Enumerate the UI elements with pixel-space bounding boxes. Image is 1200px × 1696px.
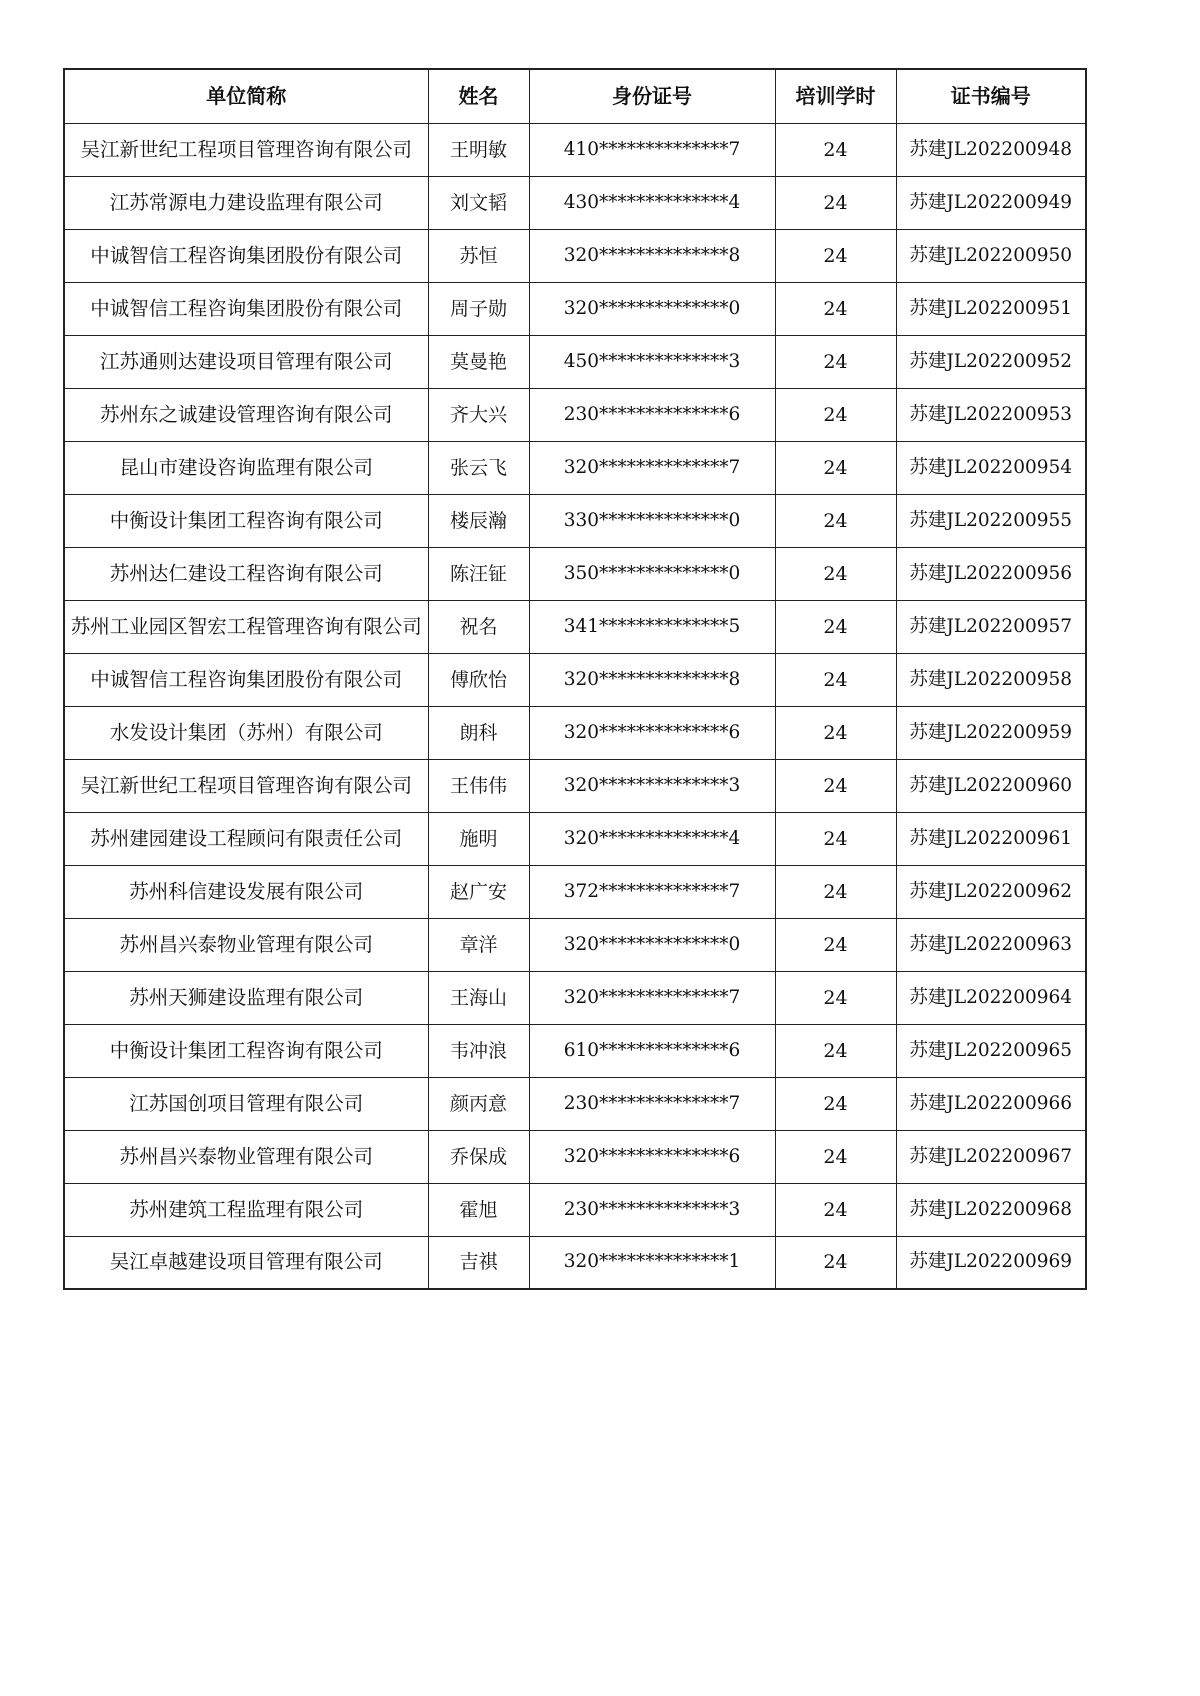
cell-training-hours: 24 bbox=[775, 971, 896, 1024]
table-row bbox=[64, 547, 1086, 600]
cell-certificate-no: 苏建JL202200954 bbox=[896, 441, 1086, 494]
cell-name: 霍旭 bbox=[428, 1183, 529, 1236]
table-row bbox=[64, 1183, 1086, 1236]
cell-training-hours: 24 bbox=[775, 653, 896, 706]
cell-training-hours: 24 bbox=[775, 812, 896, 865]
table-row bbox=[64, 918, 1086, 971]
cell-certificate-no: 苏建JL202200950 bbox=[896, 229, 1086, 282]
cell-unit: 昆山市建设咨询监理有限公司 bbox=[64, 441, 428, 494]
table-row bbox=[64, 706, 1086, 759]
table-row bbox=[64, 229, 1086, 282]
cell-unit: 苏州昌兴泰物业管理有限公司 bbox=[64, 918, 428, 971]
cell-certificate-no: 苏建JL202200966 bbox=[896, 1077, 1086, 1130]
cell-id-number: 230**************7 bbox=[529, 1077, 775, 1130]
cell-unit: 苏州昌兴泰物业管理有限公司 bbox=[64, 1130, 428, 1183]
cell-training-hours: 24 bbox=[775, 1130, 896, 1183]
table-row bbox=[64, 123, 1086, 176]
cell-unit: 苏州天狮建设监理有限公司 bbox=[64, 971, 428, 1024]
cell-training-hours: 24 bbox=[775, 123, 896, 176]
table-row bbox=[64, 759, 1086, 812]
cell-training-hours: 24 bbox=[775, 282, 896, 335]
cell-id-number: 320**************6 bbox=[529, 706, 775, 759]
table-body bbox=[64, 123, 1086, 1289]
cell-training-hours: 24 bbox=[775, 918, 896, 971]
cell-certificate-no: 苏建JL202200965 bbox=[896, 1024, 1086, 1077]
cell-id-number: 230**************3 bbox=[529, 1183, 775, 1236]
cell-id-number: 610**************6 bbox=[529, 1024, 775, 1077]
header-id-number: 身份证号 bbox=[529, 69, 775, 123]
table-row bbox=[64, 1024, 1086, 1077]
header-certificate-no: 证书编号 bbox=[896, 69, 1086, 123]
cell-training-hours: 24 bbox=[775, 388, 896, 441]
cell-id-number: 320**************8 bbox=[529, 653, 775, 706]
table-row bbox=[64, 812, 1086, 865]
cell-training-hours: 24 bbox=[775, 547, 896, 600]
table-row bbox=[64, 494, 1086, 547]
table-row bbox=[64, 176, 1086, 229]
cell-name: 苏恒 bbox=[428, 229, 529, 282]
cell-unit: 水发设计集团（苏州）有限公司 bbox=[64, 706, 428, 759]
cell-unit: 吴江新世纪工程项目管理咨询有限公司 bbox=[64, 759, 428, 812]
cell-id-number: 320**************0 bbox=[529, 282, 775, 335]
cell-name: 颜丙意 bbox=[428, 1077, 529, 1130]
cell-unit: 江苏常源电力建设监理有限公司 bbox=[64, 176, 428, 229]
cell-id-number: 430**************4 bbox=[529, 176, 775, 229]
cell-unit: 苏州工业园区智宏工程管理咨询有限公司 bbox=[64, 600, 428, 653]
cell-certificate-no: 苏建JL202200963 bbox=[896, 918, 1086, 971]
cell-name: 周子勋 bbox=[428, 282, 529, 335]
cell-certificate-no: 苏建JL202200957 bbox=[896, 600, 1086, 653]
table-row bbox=[64, 653, 1086, 706]
cell-unit: 吴江新世纪工程项目管理咨询有限公司 bbox=[64, 123, 428, 176]
cell-id-number: 320**************8 bbox=[529, 229, 775, 282]
table-row bbox=[64, 865, 1086, 918]
cell-unit: 苏州达仁建设工程咨询有限公司 bbox=[64, 547, 428, 600]
cell-certificate-no: 苏建JL202200967 bbox=[896, 1130, 1086, 1183]
table-row bbox=[64, 282, 1086, 335]
cell-id-number: 350**************0 bbox=[529, 547, 775, 600]
cell-training-hours: 24 bbox=[775, 335, 896, 388]
cell-unit: 吴江卓越建设项目管理有限公司 bbox=[64, 1236, 428, 1289]
table-row bbox=[64, 1236, 1086, 1289]
cell-id-number: 410**************7 bbox=[529, 123, 775, 176]
cell-certificate-no: 苏建JL202200961 bbox=[896, 812, 1086, 865]
header-name: 姓名 bbox=[428, 69, 529, 123]
cell-unit: 中诚智信工程咨询集团股份有限公司 bbox=[64, 229, 428, 282]
cell-certificate-no: 苏建JL202200958 bbox=[896, 653, 1086, 706]
cell-training-hours: 24 bbox=[775, 706, 896, 759]
cell-id-number: 320**************0 bbox=[529, 918, 775, 971]
cell-unit: 苏州科信建设发展有限公司 bbox=[64, 865, 428, 918]
table-header bbox=[64, 69, 1086, 123]
cell-id-number: 320**************7 bbox=[529, 971, 775, 1024]
cell-unit: 中衡设计集团工程咨询有限公司 bbox=[64, 1024, 428, 1077]
header-row bbox=[64, 69, 1086, 123]
table-row bbox=[64, 335, 1086, 388]
cell-name: 刘文韬 bbox=[428, 176, 529, 229]
cell-id-number: 320**************4 bbox=[529, 812, 775, 865]
cell-certificate-no: 苏建JL202200948 bbox=[896, 123, 1086, 176]
training-certificate-table bbox=[63, 68, 1087, 1290]
table-row bbox=[64, 600, 1086, 653]
cell-name: 齐大兴 bbox=[428, 388, 529, 441]
cell-id-number: 320**************7 bbox=[529, 441, 775, 494]
cell-id-number: 320**************6 bbox=[529, 1130, 775, 1183]
cell-training-hours: 24 bbox=[775, 176, 896, 229]
cell-certificate-no: 苏建JL202200955 bbox=[896, 494, 1086, 547]
cell-unit: 苏州东之诚建设管理咨询有限公司 bbox=[64, 388, 428, 441]
cell-certificate-no: 苏建JL202200951 bbox=[896, 282, 1086, 335]
cell-name: 王伟伟 bbox=[428, 759, 529, 812]
cell-certificate-no: 苏建JL202200952 bbox=[896, 335, 1086, 388]
table-row bbox=[64, 971, 1086, 1024]
cell-id-number: 372**************7 bbox=[529, 865, 775, 918]
cell-name: 莫曼艳 bbox=[428, 335, 529, 388]
cell-name: 章洋 bbox=[428, 918, 529, 971]
cell-training-hours: 24 bbox=[775, 1024, 896, 1077]
cell-id-number: 320**************3 bbox=[529, 759, 775, 812]
cell-training-hours: 24 bbox=[775, 494, 896, 547]
table-row bbox=[64, 388, 1086, 441]
cell-training-hours: 24 bbox=[775, 865, 896, 918]
cell-id-number: 341**************5 bbox=[529, 600, 775, 653]
cell-name: 陈汪钲 bbox=[428, 547, 529, 600]
cell-name: 王明敏 bbox=[428, 123, 529, 176]
cell-id-number: 330**************0 bbox=[529, 494, 775, 547]
cell-name: 祝名 bbox=[428, 600, 529, 653]
cell-unit: 江苏通则达建设项目管理有限公司 bbox=[64, 335, 428, 388]
cell-unit: 江苏国创项目管理有限公司 bbox=[64, 1077, 428, 1130]
cell-name: 吉祺 bbox=[428, 1236, 529, 1289]
cell-id-number: 320**************1 bbox=[529, 1236, 775, 1289]
cell-id-number: 230**************6 bbox=[529, 388, 775, 441]
cell-unit: 中诚智信工程咨询集团股份有限公司 bbox=[64, 653, 428, 706]
cell-training-hours: 24 bbox=[775, 1077, 896, 1130]
cell-name: 张云飞 bbox=[428, 441, 529, 494]
cell-name: 韦冲浪 bbox=[428, 1024, 529, 1077]
cell-name: 傅欣怡 bbox=[428, 653, 529, 706]
cell-unit: 苏州建筑工程监理有限公司 bbox=[64, 1183, 428, 1236]
cell-name: 赵广安 bbox=[428, 865, 529, 918]
table-row bbox=[64, 441, 1086, 494]
cell-training-hours: 24 bbox=[775, 1183, 896, 1236]
cell-name: 乔保成 bbox=[428, 1130, 529, 1183]
cell-name: 施明 bbox=[428, 812, 529, 865]
header-training-hours: 培训学时 bbox=[775, 69, 896, 123]
cell-id-number: 450**************3 bbox=[529, 335, 775, 388]
cell-certificate-no: 苏建JL202200968 bbox=[896, 1183, 1086, 1236]
cell-training-hours: 24 bbox=[775, 441, 896, 494]
table-row bbox=[64, 1077, 1086, 1130]
cell-unit: 苏州建园建设工程顾问有限责任公司 bbox=[64, 812, 428, 865]
header-unit: 单位简称 bbox=[64, 69, 428, 123]
cell-unit: 中衡设计集团工程咨询有限公司 bbox=[64, 494, 428, 547]
cell-certificate-no: 苏建JL202200964 bbox=[896, 971, 1086, 1024]
cell-certificate-no: 苏建JL202200962 bbox=[896, 865, 1086, 918]
cell-certificate-no: 苏建JL202200956 bbox=[896, 547, 1086, 600]
cell-training-hours: 24 bbox=[775, 600, 896, 653]
cell-certificate-no: 苏建JL202200969 bbox=[896, 1236, 1086, 1289]
cell-name: 王海山 bbox=[428, 971, 529, 1024]
cell-training-hours: 24 bbox=[775, 759, 896, 812]
cell-training-hours: 24 bbox=[775, 1236, 896, 1289]
table-row bbox=[64, 1130, 1086, 1183]
cell-training-hours: 24 bbox=[775, 229, 896, 282]
cell-certificate-no: 苏建JL202200953 bbox=[896, 388, 1086, 441]
cell-name: 楼辰瀚 bbox=[428, 494, 529, 547]
cell-certificate-no: 苏建JL202200949 bbox=[896, 176, 1086, 229]
cell-certificate-no: 苏建JL202200960 bbox=[896, 759, 1086, 812]
cell-name: 朗科 bbox=[428, 706, 529, 759]
cell-certificate-no: 苏建JL202200959 bbox=[896, 706, 1086, 759]
cell-unit: 中诚智信工程咨询集团股份有限公司 bbox=[64, 282, 428, 335]
